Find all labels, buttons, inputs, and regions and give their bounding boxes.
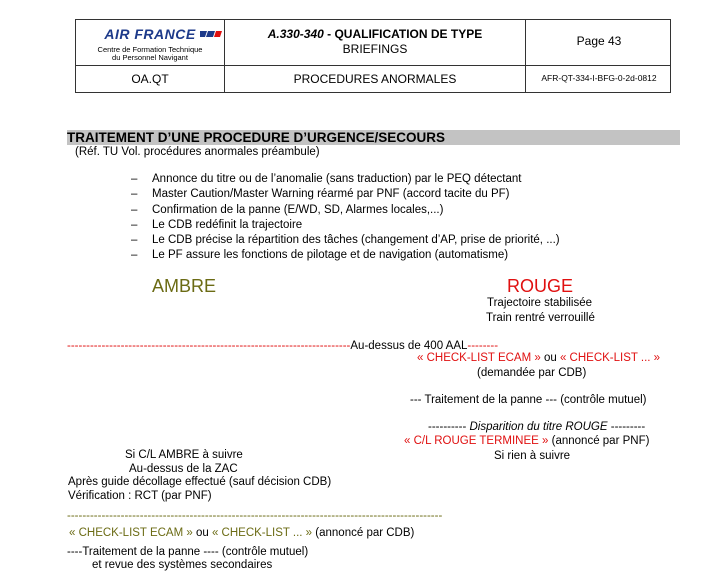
bullet-marker: – [131, 249, 138, 262]
aal-dashes-left: -------------------------------------------------------------------------- [67, 340, 351, 352]
apres-decollage: Après guide décollage effectué (sauf décision CDB) [68, 476, 332, 488]
checklist-demanded-note: (demandée par CDB) [477, 367, 587, 379]
list-item: – Le CDB précise la répartition des tâches (changement d’AP, prise de priorité, ...) [131, 233, 560, 248]
aal-threshold-line [67, 340, 498, 352]
rouge-checklist-line: « CHECK-LIST ECAM » ou « CHECK-LIST ... » [417, 352, 661, 364]
rouge-condition-2: Train rentré verrouillé [486, 312, 595, 324]
rouge-heading: ROUGE [507, 276, 574, 296]
section-reference: (Réf. TU Vol. procédures anormales préambule) [75, 146, 320, 158]
ambre-heading: AMBRE [152, 276, 217, 296]
course-code: A.330-340 [267, 27, 324, 41]
si-rien-a-suivre: Si rien à suivre [494, 450, 571, 462]
rouge-condition-1: Trajectoire stabilisée [487, 297, 593, 309]
revue-systemes-secondaires: et revue des systèmes secondaires [92, 559, 273, 571]
rouge-treatment-line: --- Traitement de la panne --- (contrôle mutuel) [410, 394, 647, 406]
cl-rouge-terminee-line: « C/L ROUGE TERMINEE » (annoncé par PNF) [404, 435, 650, 447]
bullet-marker: – [131, 203, 138, 216]
page-number: Page 43 [576, 34, 622, 48]
logo-subtitle-line1: Centre de Formation Technique [97, 45, 203, 54]
verification-rct: Vérification : RCT (par PNF) [68, 490, 212, 502]
bullet-marker: – [131, 188, 138, 201]
checklist-ecam-label: « CHECK-LIST ECAM » [417, 352, 541, 364]
procedure-steps-list [131, 172, 560, 264]
ambre-treatment-line: ----Traitement de la panne ---- (contrôle mutuel) [67, 546, 309, 558]
checklist-ecam-label: « CHECK-LIST ECAM » [69, 527, 193, 539]
aal-dashes-right: -------- [467, 340, 499, 352]
au-dessus-zac: Au-dessus de la ZAC [129, 463, 238, 475]
logo-subtitle-line2: du Personnel Navigant [112, 53, 188, 62]
course-qualification: - QUALIFICATION DE TYPE [323, 27, 483, 41]
aal-label: Au-dessus de 400 AAL [350, 340, 468, 352]
document-reference: AFR-QT-334-I-BFG-0-2d-0812 [541, 73, 657, 83]
document-header [75, 19, 671, 93]
course-subtitle: BRIEFINGS [342, 42, 408, 56]
list-item: – Master Caution/Master Warning réarmé par PNF (accord tacite du PF) [131, 187, 560, 202]
header-divider [76, 65, 670, 66]
bullet-marker: – [131, 234, 138, 247]
course-title [225, 27, 525, 41]
disparition-label: Disparition du titre ROUGE [469, 421, 608, 433]
bullet-marker: – [131, 218, 138, 231]
si-cl-ambre: Si C/L AMBRE à suivre [125, 449, 243, 461]
list-item: – Le CDB redéfinit la trajectoire [131, 218, 560, 233]
air-france-stripes-icon [200, 30, 222, 38]
list-item: – Le PF assure les fonctions de pilotage et de navigation (automatisme) [131, 248, 560, 263]
disparition-line: ---------- Disparition du titre ROUGE --------- [428, 421, 646, 433]
section-title: TRAITEMENT D’UNE PROCEDURE D’URGENCE/SECOURS [67, 130, 446, 145]
section-name: PROCEDURES ANORMALES [293, 72, 457, 86]
bullet-marker: – [131, 173, 138, 185]
left-code: OA.QT [131, 72, 169, 86]
list-item: – Annonce du titre ou de l’anomalie (sans traduction) par le PEQ détectant [131, 172, 560, 187]
air-france-logo-name: AIR FRANCE [104, 26, 196, 42]
list-item: – Confirmation de la panne (E/WD, SD, Alarmes locales,...) [131, 203, 560, 218]
cl-rouge-terminee-label: « C/L ROUGE TERMINEE » [404, 435, 549, 447]
ambre-checklist-line: « CHECK-LIST ECAM » ou « CHECK-LIST ... » (annoncé par CDB) [69, 527, 415, 539]
checklist-other-label: « CHECK-LIST ... » [559, 352, 661, 364]
ambre-dashes-separator: -------------------------------------------------------------------------------------------------- [67, 510, 443, 522]
checklist-other-label: « CHECK-LIST ... » [211, 527, 313, 539]
